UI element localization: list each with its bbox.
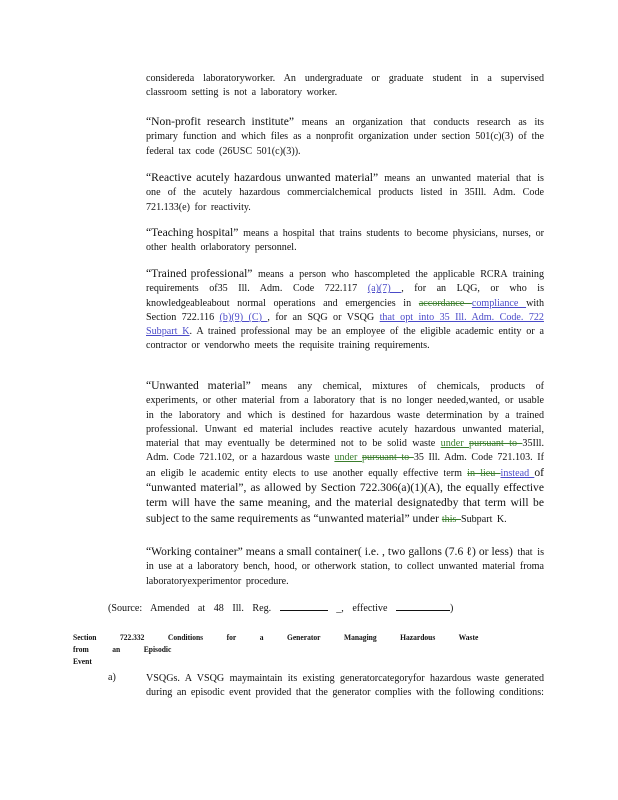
source-effective: _, effective	[336, 603, 388, 614]
defined-term: “Teaching hospital”	[146, 226, 239, 239]
inserted-text: under	[334, 452, 362, 464]
source-close: )	[449, 603, 454, 614]
para-text: means a small container( i.e. , two gallons (7.6 ℓ) or less)	[242, 545, 513, 558]
source-text: (Source: Amended at 48 Ill. Reg.	[108, 603, 272, 614]
section-title-word: Episodic	[143, 645, 172, 654]
paragraph-nonprofit-research	[146, 115, 544, 159]
section-title-word: Conditions	[167, 633, 204, 642]
source-note	[108, 601, 453, 614]
blank-reg-number	[280, 601, 328, 611]
section-title-word: for	[226, 633, 237, 642]
defined-term: “Trained professional”	[146, 267, 253, 280]
defined-term: “Working container”	[146, 545, 243, 558]
paragraph-working-container	[146, 545, 544, 589]
para-text: with Section 722.116	[146, 297, 545, 323]
inserted-text: (a)(7)	[367, 283, 402, 295]
para-text: 35Ill. Adm. Code 721.102, or a hazardous waste	[146, 438, 544, 464]
para-text: Subpart K.	[460, 513, 507, 525]
item-a-marker: a)	[108, 672, 116, 683]
para-text: that is in use at a laboratory bench, hood, or otherwork station, to collect unwanted material froma laboratoryexperimentor procedure.	[146, 547, 545, 587]
section-heading	[73, 632, 496, 668]
section-label: Section	[73, 633, 97, 642]
paragraph-teaching-hospital	[146, 226, 544, 256]
paragraph-reactive-material	[146, 171, 544, 215]
para-text: . A trained professional may be an employee of the eligible academic entity or a contractor or vendorwho meets the requisite training requirements.	[146, 326, 544, 352]
paragraph-trained-professional	[146, 267, 544, 354]
inserted-text: instead	[500, 467, 535, 479]
defined-term: “Non-profit research institute”	[146, 115, 295, 128]
section-title-word: Generator	[286, 633, 321, 642]
para-text: means an organization that conducts research as its primary function and which files as a nonprofit organization under section 501(c)(3) of the federal tax code (26USC 501(c)(3)).	[146, 117, 544, 157]
item-a-body: VSQGs. A VSQG maymaintain its existing generatorcategoryfor hazardous waste generated during an episodic event provided that the generator complies with the following conditions:	[146, 673, 544, 699]
section-title-word: Hazardous	[400, 633, 436, 642]
inserted-text: under	[440, 438, 470, 450]
section-title-end: Event	[73, 657, 92, 666]
deleted-text: in lieu	[467, 467, 501, 479]
para-text: 35 Ill. Adm. Code 721.103. If an eligib le academic entity elects to use another equally effective term	[146, 452, 544, 479]
paragraph-laboratory-worker	[146, 72, 544, 101]
deleted-text: this	[441, 513, 461, 525]
section-title-word: a	[259, 633, 264, 642]
para-text: means any chemical, mixtures of chemicals, products of experiments, or other material from a laboratory that is no longer needed,wanted, or usable in the laboratory and which is destined for hazardous waste determination by a trained professional. Unwant ed material includes reactive acutely hazardous unwanted material, material that may eventually be determined not to be solid waste	[146, 381, 544, 450]
inserted-text: (b)(9) (C)	[219, 311, 268, 323]
item-a-text	[146, 672, 544, 701]
blank-effective-date	[396, 601, 450, 611]
para-text: considereda laboratoryworker. An undergraduate or graduate student in a supervised classroom setting is not a laboratory worker.	[146, 73, 544, 99]
inserted-text: that opt into 35 Ill. Adm. Code. 722 Subpart K	[146, 311, 544, 338]
para-text: , for an SQG or VSQG	[267, 311, 380, 323]
paragraph-unwanted-material	[146, 379, 544, 527]
section-title-word: Waste	[458, 633, 479, 642]
para-text: , for an LQG, or who is knowledgeableabout normal operations and emergencies in	[146, 283, 544, 309]
inserted-text: compliance	[471, 297, 527, 309]
deleted-text: pursuant to	[362, 452, 414, 464]
section-number: 722.332	[119, 633, 145, 642]
deleted-text: accordance	[418, 297, 472, 309]
para-text: means an unwanted material that is one of the acutely hazardous commercialchemical products listed in 35Ill. Adm. Code 721.133(e) for reactivity.	[146, 173, 544, 213]
section-title-word: Managing	[343, 633, 377, 642]
defined-term: “Unwanted material”	[146, 379, 251, 392]
defined-term: “Reactive acutely hazardous unwanted material”	[146, 171, 379, 184]
section-title-word: an	[112, 645, 121, 654]
para-text: of “unwanted material”, as allowed by Section 722.306(a)(1)(A), the equally effective term will have the same meaning, and the material designatedby that term will be subject to the	[146, 465, 544, 525]
section-title-word: from	[73, 645, 89, 654]
para-text: means a person who hascompleted the applicable RCRA training requirements of35 Ill. Adm. Code 722.117	[146, 269, 544, 295]
deleted-text: pursuant to	[469, 438, 523, 450]
para-text: means a hospital that trains students to become physicians, nurses, or other health orlaboratory personnel.	[146, 228, 544, 254]
para-text: same requirements as “unwanted material” under	[210, 511, 442, 525]
